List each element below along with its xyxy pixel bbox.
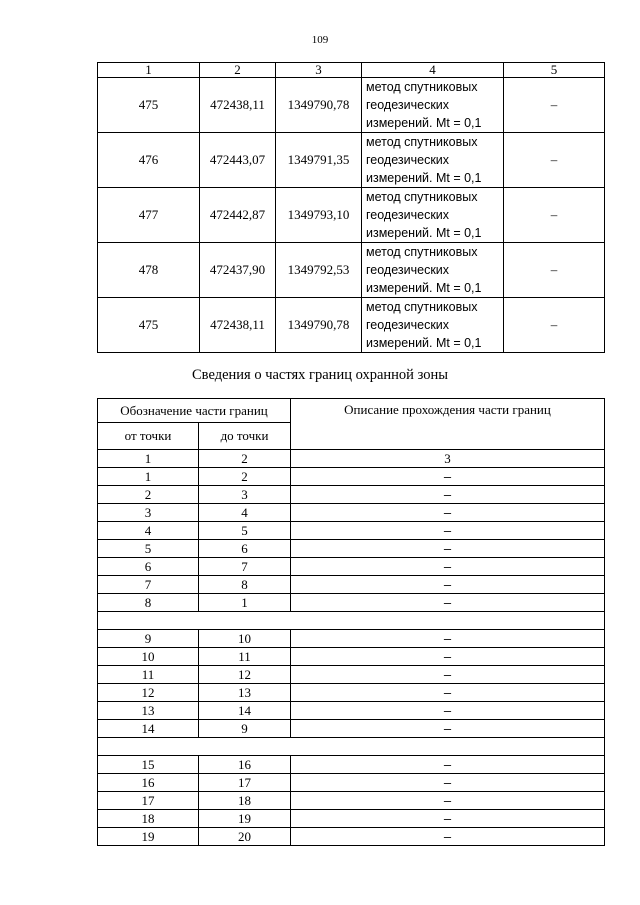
table-row bbox=[98, 630, 605, 648]
from-point: 4 bbox=[98, 522, 199, 540]
column5-value: – bbox=[504, 133, 605, 188]
to-point: 20 bbox=[199, 828, 291, 846]
column5-value: – bbox=[504, 243, 605, 298]
column-number: 3 bbox=[276, 63, 362, 78]
x-coordinate: 472438,11 bbox=[200, 298, 276, 353]
part-description: – bbox=[291, 666, 605, 684]
y-coordinate: 1349790,78 bbox=[276, 298, 362, 353]
method-line: метод спутниковых bbox=[366, 80, 478, 94]
column-number: 1 bbox=[98, 63, 200, 78]
column-number: 5 bbox=[504, 63, 605, 78]
method-line: метод спутниковых bbox=[366, 135, 478, 149]
table-row bbox=[98, 828, 605, 846]
from-point: 17 bbox=[98, 792, 199, 810]
table-row bbox=[98, 540, 605, 558]
from-point: 8 bbox=[98, 594, 199, 612]
point-number: 475 bbox=[98, 298, 200, 353]
y-coordinate: 1349790,78 bbox=[276, 78, 362, 133]
part-description: – bbox=[291, 828, 605, 846]
to-point: 11 bbox=[199, 648, 291, 666]
method-description bbox=[362, 243, 504, 298]
part-description: – bbox=[291, 810, 605, 828]
method-line: метод спутниковых bbox=[366, 300, 478, 314]
y-coordinate: 1349791,35 bbox=[276, 133, 362, 188]
table-row bbox=[98, 684, 605, 702]
part-description: – bbox=[291, 774, 605, 792]
x-coordinate: 472438,11 bbox=[200, 78, 276, 133]
part-description: – bbox=[291, 486, 605, 504]
column5-value: – bbox=[504, 298, 605, 353]
from-point: 6 bbox=[98, 558, 199, 576]
from-point: 16 bbox=[98, 774, 199, 792]
part-description: – bbox=[291, 468, 605, 486]
from-point: 7 bbox=[98, 576, 199, 594]
method-line: метод спутниковых bbox=[366, 245, 478, 259]
table-row bbox=[98, 810, 605, 828]
method-line: геодезических bbox=[366, 263, 450, 277]
method-description bbox=[362, 133, 504, 188]
to-point: 5 bbox=[199, 522, 291, 540]
table-row bbox=[98, 576, 605, 594]
group-separator-row bbox=[98, 612, 605, 630]
table-row bbox=[98, 702, 605, 720]
method-line: измерений. Mt = 0,1 bbox=[366, 116, 482, 130]
part-description: – bbox=[291, 648, 605, 666]
to-point: 14 bbox=[199, 702, 291, 720]
to-point: 17 bbox=[199, 774, 291, 792]
column-numbers-row bbox=[98, 450, 605, 468]
x-coordinate: 472443,07 bbox=[200, 133, 276, 188]
to-point: 8 bbox=[199, 576, 291, 594]
table-row bbox=[98, 522, 605, 540]
from-point: 19 bbox=[98, 828, 199, 846]
part-description: – bbox=[291, 504, 605, 522]
column-numbers-row bbox=[98, 63, 605, 78]
to-point: 19 bbox=[199, 810, 291, 828]
column-number: 3 bbox=[291, 450, 605, 468]
from-point: 2 bbox=[98, 486, 199, 504]
from-point: 9 bbox=[98, 630, 199, 648]
table-row bbox=[98, 558, 605, 576]
from-point: 5 bbox=[98, 540, 199, 558]
from-point: 10 bbox=[98, 648, 199, 666]
header-boundary-part-designation: Обозначение части границ bbox=[98, 399, 291, 423]
table-row bbox=[98, 298, 605, 353]
part-description: – bbox=[291, 720, 605, 738]
part-description: – bbox=[291, 558, 605, 576]
method-line: геодезических bbox=[366, 153, 450, 167]
from-point: 18 bbox=[98, 810, 199, 828]
point-number: 475 bbox=[98, 78, 200, 133]
method-line: измерений. Mt = 0,1 bbox=[366, 336, 482, 350]
to-point: 16 bbox=[199, 756, 291, 774]
group-separator-row bbox=[98, 738, 605, 756]
column-number: 2 bbox=[200, 63, 276, 78]
from-point: 13 bbox=[98, 702, 199, 720]
table-row bbox=[98, 648, 605, 666]
column-number: 1 bbox=[98, 450, 199, 468]
table-row bbox=[98, 774, 605, 792]
table-row bbox=[98, 594, 605, 612]
method-line: геодезических bbox=[366, 98, 450, 112]
method-line: измерений. Mt = 0,1 bbox=[366, 171, 482, 185]
column-number: 2 bbox=[199, 450, 291, 468]
method-line: измерений. Mt = 0,1 bbox=[366, 226, 482, 240]
x-coordinate: 472437,90 bbox=[200, 243, 276, 298]
to-point: 2 bbox=[199, 468, 291, 486]
part-description: – bbox=[291, 792, 605, 810]
to-point: 10 bbox=[199, 630, 291, 648]
x-coordinate: 472442,87 bbox=[200, 188, 276, 243]
from-point: 12 bbox=[98, 684, 199, 702]
header-boundary-part-description: Описание прохождения части границ bbox=[291, 399, 605, 450]
table-row bbox=[98, 78, 605, 133]
from-point: 15 bbox=[98, 756, 199, 774]
point-number: 477 bbox=[98, 188, 200, 243]
header-from-point: от точки bbox=[98, 423, 199, 450]
part-description: – bbox=[291, 522, 605, 540]
group-separator bbox=[98, 612, 605, 630]
method-description bbox=[362, 188, 504, 243]
table-row bbox=[98, 486, 605, 504]
from-point: 14 bbox=[98, 720, 199, 738]
group-separator bbox=[98, 738, 605, 756]
y-coordinate: 1349792,53 bbox=[276, 243, 362, 298]
from-point: 3 bbox=[98, 504, 199, 522]
method-line: измерений. Mt = 0,1 bbox=[366, 281, 482, 295]
column5-value: – bbox=[504, 78, 605, 133]
part-description: – bbox=[291, 594, 605, 612]
table-row bbox=[98, 792, 605, 810]
table-row bbox=[98, 720, 605, 738]
coordinates-table bbox=[97, 62, 605, 353]
part-description: – bbox=[291, 630, 605, 648]
from-point: 1 bbox=[98, 468, 199, 486]
to-point: 3 bbox=[199, 486, 291, 504]
table-row bbox=[98, 468, 605, 486]
method-line: метод спутниковых bbox=[366, 190, 478, 204]
to-point: 13 bbox=[199, 684, 291, 702]
method-description bbox=[362, 78, 504, 133]
part-description: – bbox=[291, 540, 605, 558]
method-line: геодезических bbox=[366, 318, 450, 332]
table-row bbox=[98, 133, 605, 188]
part-description: – bbox=[291, 702, 605, 720]
table-row bbox=[98, 243, 605, 298]
part-description: – bbox=[291, 756, 605, 774]
table-row bbox=[98, 504, 605, 522]
column5-value: – bbox=[504, 188, 605, 243]
to-point: 7 bbox=[199, 558, 291, 576]
y-coordinate: 1349793,10 bbox=[276, 188, 362, 243]
to-point: 9 bbox=[199, 720, 291, 738]
table-row bbox=[98, 188, 605, 243]
header-to-point: до точки bbox=[199, 423, 291, 450]
method-description bbox=[362, 298, 504, 353]
method-line: геодезических bbox=[366, 208, 450, 222]
column-number: 4 bbox=[362, 63, 504, 78]
to-point: 18 bbox=[199, 792, 291, 810]
to-point: 6 bbox=[199, 540, 291, 558]
table-row bbox=[98, 666, 605, 684]
point-number: 478 bbox=[98, 243, 200, 298]
section-title: Сведения о частях границ охранной зоны bbox=[192, 367, 448, 383]
to-point: 4 bbox=[199, 504, 291, 522]
part-description: – bbox=[291, 684, 605, 702]
to-point: 1 bbox=[199, 594, 291, 612]
from-point: 11 bbox=[98, 666, 199, 684]
to-point: 12 bbox=[199, 666, 291, 684]
page-number: 109 bbox=[311, 34, 329, 46]
boundary-parts-table bbox=[97, 398, 605, 846]
table-row bbox=[98, 756, 605, 774]
part-description: – bbox=[291, 576, 605, 594]
point-number: 476 bbox=[98, 133, 200, 188]
